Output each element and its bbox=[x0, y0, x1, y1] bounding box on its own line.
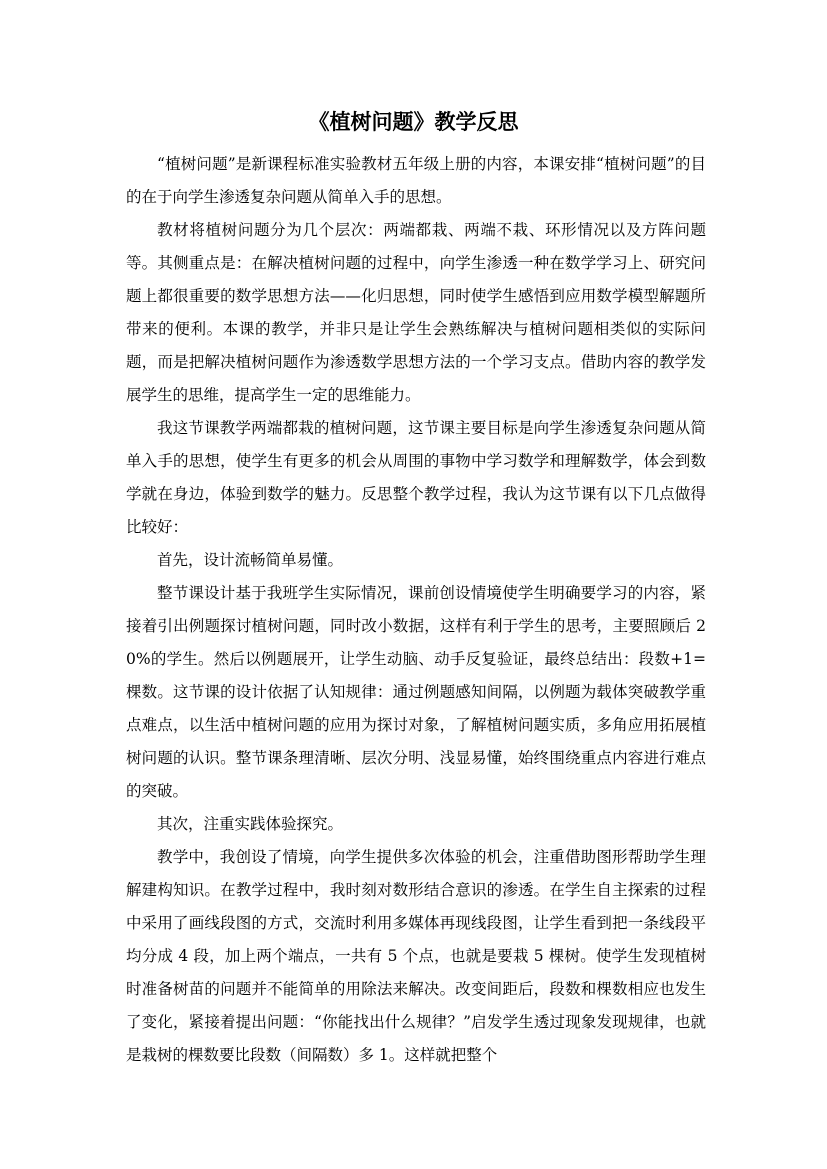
paragraph-textbook-levels: 教材将植树问题分为几个层次：两端都栽、两端不栽、环形情况以及方阵问题等。其侧重点是：在解决植树问题的过程中，向学生渗透一种在数学学习上、研究问题上都很重要的数学思想方法——化归思想，同时使学生感悟到应用数学模型解题所带来的便利。本课的教学，并非只是让学生会熟练解决与植树问题相类似的实际问题，而是把解决植树问题作为渗透数学思想方法的一个学习支点。借助内容的教学发展学生的思维，提高学生一定的思维能力。 bbox=[126, 221, 706, 404]
paragraph-intro: “植树问题”是新课程标准实验教材五年级上册的内容，本课安排“植树问题”的目的在于向学生渗透复杂问题从简单入手的思想。 bbox=[126, 155, 706, 206]
paragraph-point-two-heading: 其次，注重实践体验探究。 bbox=[157, 815, 344, 833]
document-body bbox=[126, 148, 706, 1072]
document-title: 《植树问题》教学反思 bbox=[308, 109, 519, 134]
paragraph-lesson-goal: 我这节课教学两端都栽的植树问题，这节课主要目标是向学生渗透复杂问题从简单入手的思想，使学生有更多的机会从周围的事物中学习数学和理解数学，体会到数学就在身边，体验到数学的魅力。反思整个教学过程，我认为这节课有以下几点做得比较好： bbox=[126, 419, 706, 536]
paragraph-point-one-heading: 首先，设计流畅简单易懂。 bbox=[157, 551, 344, 569]
paragraph-lesson-design: 整节课设计基于我班学生实际情况，课前创设情境使学生明确要学习的内容，紧接着引出例题探讨植树问题，同时改小数据，这样有利于学生的思考，主要照顾后 20%的学生。然后以例题展开，让学生动脑、动手反复验证，最终总结出：段数+1=棵数。这节课的设计依据了认知规律：通过例题感知间隔，以例题为载体突破教学重点难点，以生活中植树问题的应用为探讨对象，了解植树问题实质，多角应用拓展植树问题的认识。整节课条理清晰、层次分明、浅显易懂，始终围绕重点内容进行难点的突破。 bbox=[126, 584, 706, 800]
paragraph-practice-experience: 教学中，我创设了情境，向学生提供多次体验的机会，注重借助图形帮助学生理解建构知识。在教学过程中，我时刻对数形结合意识的渗透。在学生自主探索的过程中采用了画线段图的方式，交流时利用多媒体再现线段图，让学生看到把一条线段平均分成 4 段，加上两个端点，一共有 5 个点，也就是要栽 5 棵树。使学生发现植树时准备树苗的问题并不能简单的用除法来解决。改变间距后，段数和棵数相应也发生了变化，紧接着提出问题：“你能找出什么规律？”启发学生透过现象发现规律，也就是栽树的棵数要比段数（间隔数）多 1。这样就把整个 bbox=[126, 848, 706, 1064]
